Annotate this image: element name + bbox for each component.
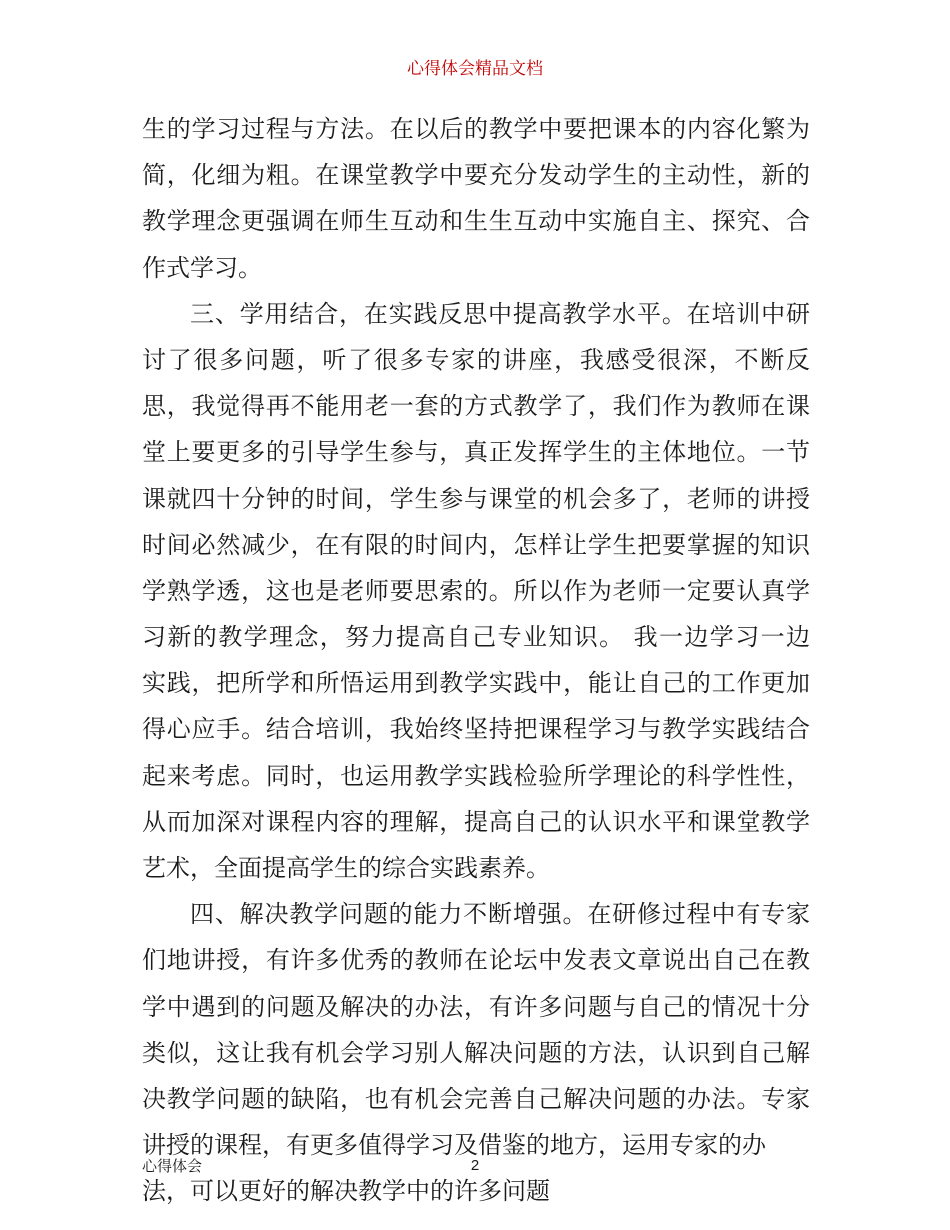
body-line: 四、解决教学问题的能力不断增强。在研修过程中有专家 [190, 900, 810, 929]
body-line: 实践，把所学和所悟运用到教学实践中，能让自己的工作更加 [142, 669, 810, 698]
body-line: 简，化细为粗。在课堂教学中要充分发动学生的主动性，新的 [142, 161, 810, 190]
page-header-title: 心得体会精品文档 [407, 59, 543, 79]
body-line: 讨了很多问题，听了很多专家的讲座，我感受很深，不断反 [142, 345, 810, 374]
body-line: 艺术，全面提高学生的综合实践素养。 [142, 854, 550, 882]
body-line: 习新的教学理念，努力提高自己专业知识。 我一边学习一边 [142, 623, 810, 652]
page-number: 2 [470, 1157, 480, 1174]
body-line: 决教学问题的缺陷，也有机会完善自己解决问题的办法。专家 [142, 1084, 810, 1113]
body-line: 思，我觉得再不能用老一套的方式教学了，我们作为教师在课 [142, 392, 810, 421]
body-line: 起来考虑。同时，也运用教学实践检验所学理论的科学性性， [142, 761, 810, 790]
body-line: 类似，这让我有机会学习别人解决问题的方法，认识到自己解 [142, 1038, 810, 1067]
body-line: 们地讲授，有许多优秀的教师在论坛中发表文章说出自己在教 [142, 946, 810, 975]
body-line: 法，可以更好的解决教学中的许多问题 [142, 1177, 550, 1206]
body-line: 学熟学透，这也是老师要思索的。所以作为老师一定要认真学 [142, 576, 810, 605]
body-line: 讲授的课程，有更多值得学习及借鉴的地方，运用专家的办 [142, 1131, 766, 1160]
document-body [142, 106, 810, 1215]
body-line: 生的学习过程与方法。在以后的教学中要把课本的内容化繁为 [142, 115, 810, 143]
body-line: 三、学用结合，在实践反思中提高教学水平。在培训中研 [190, 299, 810, 328]
body-line: 课就四十分钟的时间，学生参与课堂的机会多了，老师的讲授 [142, 484, 810, 513]
body-line: 作式学习。 [142, 253, 262, 282]
footer-label: 心得体会 [142, 1157, 203, 1175]
body-line: 教学理念更强调在师生互动和生生互动中实施自主、探究、合 [142, 207, 810, 236]
body-line: 时间必然减少，在有限的时间内，怎样让学生把要掌握的知识 [142, 530, 810, 559]
body-line: 从而加深对课程内容的理解，提高自己的认识水平和课堂教学 [142, 807, 810, 836]
body-line: 堂上要更多的引导学生参与，真正发挥学生的主体地位。一节 [142, 438, 810, 467]
body-line: 得心应手。结合培训，我始终坚持把课程学习与教学实践结合 [142, 715, 810, 744]
body-line: 学中遇到的问题及解决的办法，有许多问题与自己的情况十分 [142, 992, 810, 1021]
